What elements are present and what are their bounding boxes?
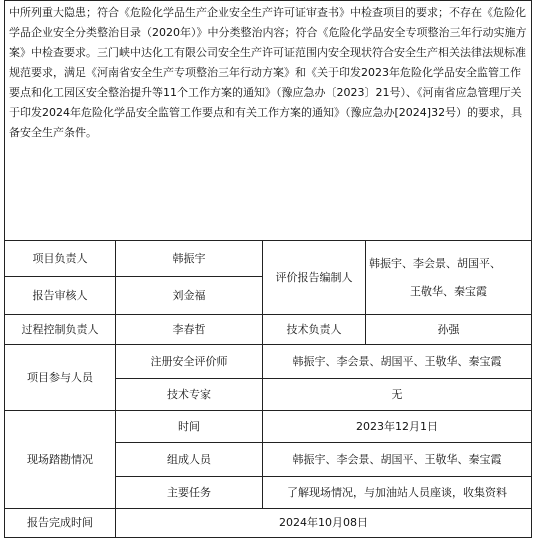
completion-row: [5, 509, 532, 538]
tech-lead-label: 技术负责人: [263, 315, 366, 345]
report-author-label: 评价报告编制人: [263, 241, 366, 315]
registered-label: 注册安全评价师: [116, 345, 263, 379]
project-lead-row: [5, 241, 532, 277]
members-label: 组成人员: [116, 443, 263, 477]
registered-value: 韩振宇、李会景、胡国平、王敬华、秦宝霞: [263, 345, 532, 379]
project-lead-value: 韩振宇: [116, 241, 263, 277]
time-label: 时间: [116, 411, 263, 443]
evaluation-info-table: [4, 0, 532, 538]
reviewer-label: 报告审核人: [5, 277, 116, 315]
time-value: 2023年12月1日: [263, 411, 532, 443]
expert-label: 技术专家: [116, 379, 263, 411]
completion-value: 2024年10月08日: [116, 509, 532, 538]
process-lead-label: 过程控制负责人: [5, 315, 116, 345]
expert-value: 无: [263, 379, 532, 411]
process-lead-value: 李春哲: [116, 315, 263, 345]
site-time-row: [5, 411, 532, 443]
tech-lead-value: 孙强: [366, 315, 532, 345]
report-author-line2: 王敬华、秦宝霞: [410, 284, 488, 298]
report-author-line1: 韩振宇、李会景、胡国平、: [369, 256, 501, 270]
project-lead-label: 项目负责人: [5, 241, 116, 277]
conclusion-row: [5, 1, 532, 241]
process-lead-row: [5, 315, 532, 345]
task-label: 主要任务: [116, 477, 263, 509]
site-label: 现场踏勘情况: [5, 411, 116, 509]
participants-label: 项目参与人员: [5, 345, 116, 411]
reviewer-value: 刘金福: [116, 277, 263, 315]
registered-row: [5, 345, 532, 379]
report-sheet: [4, 0, 531, 551]
task-value: 了解现场情况，与加油站人员座谈，收集资料: [263, 477, 532, 509]
conclusion-paragraph: 中所列重大隐患；符合《危险化学品生产企业安全生产许可证审查书》中检查项目的要求；不存在《危险化学品企业安全分类整治目录（2020年）》中分类整治内容；符合《危险化学品安全专项整治三年行动实施方案》中检查要求。三门峡中达化工有限公司安全生产许可证范围内安全现状符合安全生产相关法律法规标准规范要求，满足《河南省安全生产专项整治三年行动方案》和《关于印发2023年危险化学品安全监管工作要点和化工园区安全整治提升等11个工作方案的通知》（豫应急办〔2023〕21号）、《河南省应急管理厅关于印发2024年危险化学品安全监管工作要点和有关工作方案的通知》（豫应急办[2024]32号）的要求，具备安全生产条件。: [5, 1, 532, 241]
report-author-value: [366, 241, 532, 315]
members-value: 韩振宇、李会景、胡国平、王敬华、秦宝霞: [263, 443, 532, 477]
completion-label: 报告完成时间: [5, 509, 116, 538]
